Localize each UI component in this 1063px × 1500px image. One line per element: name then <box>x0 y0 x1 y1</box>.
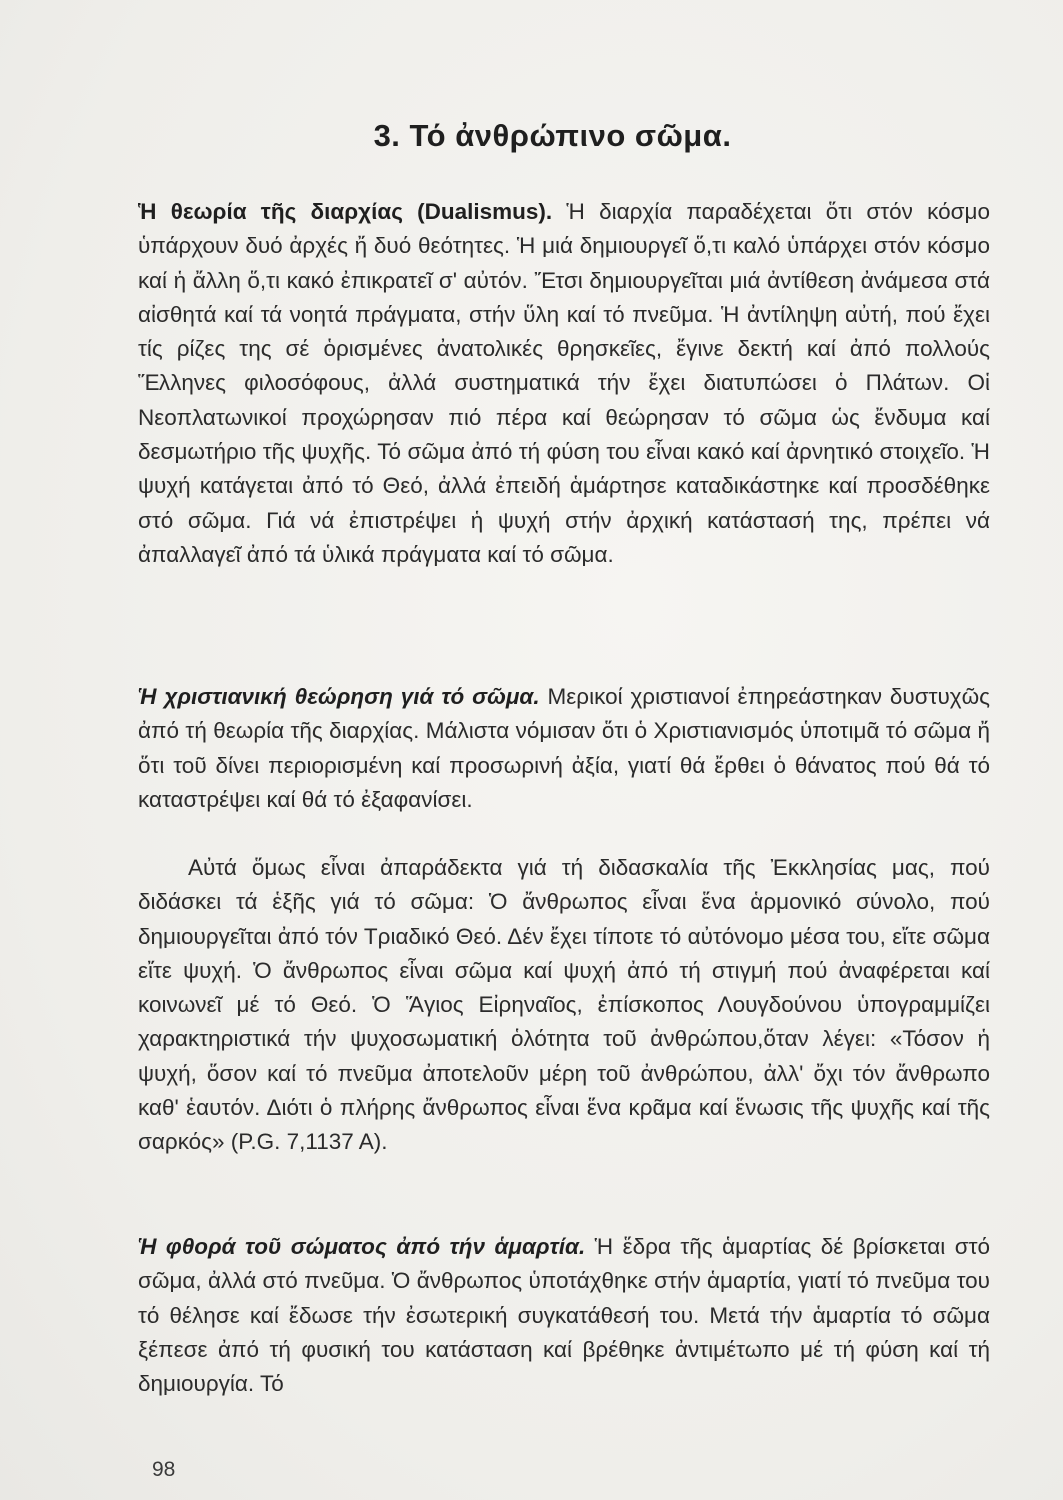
paragraph-text: Ἡ ἕδρα τῆς ἁμαρτίας δέ βρίσκεται στό σῶμα, ἀλλά στό πνεῦμα. Ὁ ἄνθρωπος ὑποτάχθηκε στήν ἁμαρτία, γιατί τό πνεῦμα του τό θέλησε καί ἔδωσε τήν ἐσωτερική συγκατάθεσή του. Μετά τήν ἁμαρτία τό σῶμα ξέπεσε ἀπό τή φυσική του κατάσταση καί βρέθηκε ἀντιμέτωπο μέ τή φύση καί τή δημιουργία. Τό <box>138 1234 990 1397</box>
section-church-teaching <box>138 851 990 1160</box>
paragraph <box>138 851 990 1160</box>
paragraph-text: Αὐτά ὅμως εἶναι ἀπαράδεκτα γιά τή διδασκαλία τῆς Ἐκκλησίας μας, πού διδάσκει τά ἑξῆς γιά τό σῶμα: Ὁ ἄνθρωπος εἶναι ἕνα ἁρμονικό σύνολο, πού δημιουργεῖται ἀπό τόν Τριαδικό Θεό. Δέν ἔχει τίποτε τό αὐτόνομο μέσα του, εἴτε σῶμα εἴτε ψυχή. Ὁ ἄνθρωπος εἶναι σῶμα καί ψυχή ἀπό τή στιγμή πού ἀναφέρεται καί κοινωνεῖ μέ τό Θεό. Ὁ Ἅγιος Εἰρηναῖος, ἐπίσκοπος Λουγδούνου ὑπογραμμίζει χαρακτηριστικά τήν ψυχοσωματική ὁλότητα τοῦ ἀνθρώπου,ὅταν λέγει: «Τόσον ἡ ψυχή, ὅσον καί τό πνεῦμα ἀποτελοῦν μέρη τοῦ ἀνθρώπου, ἀλλ' ὄχι τόν ἄνθρωπο καθ' ἑαυτόν. Διότι ὁ πλήρης ἄνθρωπος εἶναι ἕνα κρᾶμα καί ἕνωσις τῆς ψυχῆς καί τῆς σαρκός» (P.G. 7,1137 A). <box>138 855 990 1155</box>
section-corruption-by-sin <box>138 1230 990 1401</box>
page-number: 98 <box>152 1458 176 1481</box>
paragraph <box>138 195 990 572</box>
paragraph-heading: Ἡ φθορά τοῦ σώματος ἀπό τήν ἁμαρτία. <box>138 1234 586 1259</box>
paragraph <box>138 1230 990 1401</box>
paragraph-heading: Ἡ θεωρία τῆς διαρχίας (Dualismus). <box>138 199 553 224</box>
paragraph-text: Ἡ διαρχία παραδέχεται ὅτι στόν κόσμο ὑπάρχουν δυό ἀρχές ἤ δυό θεότητες. Ἡ μιά δημιουργεῖ ὅ,τι καλό ὑπάρχει στόν κόσμο καί ἡ ἄλλη ὅ,τι κακό ἐπικρατεῖ σ' αὐτόν. Ἔτσι δημιουργεῖται μιά ἀντίθεση ἀνάμεσα στά αἰσθητά καί τά νοητά πράγματα, στήν ὕλη καί τό πνεῦμα. Ἡ ἀντίληψη αὐτή, πού ἔχει τίς ρίζες της σέ ὁρισμένες ἀνατολικές θρησκεῖες, ἔγινε δεκτή καί ἀπό πολλούς Ἕλληνες φιλοσόφους, ἀλλά συστηματικά τήν ἔχει διατυπώσει ὁ Πλάτων. Οἱ Νεοπλατωνικοί προχώρησαν πιό πέρα καί θεώρησαν τό σῶμα ὡς ἔνδυμα καί δεσμωτήριο τῆς ψυχῆς. Τό σῶμα ἀπό τή φύση του εἶναι κακό καί ἀρνητικό στοιχεῖο. Ἡ ψυχή κατάγεται ἀπό τό Θεό, ἀλλά ἐπειδή ἁμάρτησε καταδικάστηκε καί προσδέθηκε στό σῶμα. Γιά νά ἐπιστρέψει ἡ ψυχή στήν ἀρχική κατάστασή της, πρέπει νά ἀπαλλαγεῖ ἀπό τά ὑλικά πράγματα καί τό σῶμα. <box>138 199 990 567</box>
paragraph <box>138 680 990 817</box>
section-dualism <box>138 195 990 572</box>
section-christian-view <box>138 680 990 817</box>
paragraph-text: Μερικοί χριστιανοί ἐπηρεάστηκαν δυστυχῶς ἀπό τή θεωρία τῆς διαρχίας. Μάλιστα νόμισαν ὅτι ὁ Χριστιανισμός ὑποτιμᾶ τό σῶμα ἤ ὅτι τοῦ δίνει περιορισμένη καί προσωρινή ἀξία, γιατί θά ἔρθει ὁ θάνατος πού θά τό καταστρέψει καί θά τό ἐξαφανίσει. <box>138 684 990 812</box>
chapter-title: 3. Τό ἀνθρώπινο σῶμα. <box>373 118 732 153</box>
paragraph-heading: Ἡ χριστιανική θεώρηση γιά τό σῶμα. <box>138 684 540 709</box>
